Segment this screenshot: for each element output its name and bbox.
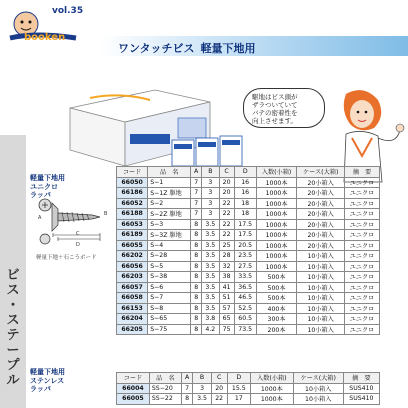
page-title — [118, 40, 256, 56]
table-cell: 18 — [234, 198, 256, 209]
table-cell: ユニクロ — [344, 188, 379, 199]
table-cell: 60.5 — [234, 314, 256, 325]
product-code-cell: 66202 — [117, 251, 148, 262]
table-cell: 15.5 — [227, 383, 250, 394]
svg-text:booken: booken — [24, 32, 66, 43]
product-code-cell: 66050 — [117, 177, 148, 188]
screw-caption: 軽量下地＋石こうボード — [36, 255, 97, 261]
column-header: 摘 要 — [344, 167, 379, 178]
side-char: ビ — [6, 268, 20, 283]
table-cell: 20小箱入 — [297, 188, 345, 199]
side-vertical-title — [3, 268, 23, 388]
product-name-cell: SS−20 — [149, 383, 181, 394]
product-code-cell: 66004 — [117, 383, 150, 394]
table-cell: ユニクロ — [344, 282, 379, 293]
table-cell: 3.5 — [202, 261, 219, 272]
table-row — [117, 240, 380, 251]
table-cell: 3.5 — [202, 303, 219, 314]
table-cell: 3.8 — [202, 314, 219, 325]
table-cell: 3 — [202, 209, 219, 220]
product-code-cell: 66205 — [117, 324, 148, 335]
side-char: ス — [6, 313, 20, 328]
table-cell: 8 — [191, 251, 202, 262]
table-cell: 8 — [191, 314, 202, 325]
svg-text:D: D — [76, 242, 80, 247]
table-cell: 1000本 — [250, 383, 293, 394]
table-cell: 500本 — [256, 272, 297, 283]
table-cell: ユニクロ — [344, 293, 379, 304]
table-cell: 3.5 — [202, 219, 219, 230]
table-cell: 17 — [227, 394, 250, 405]
table-cell: 20小箱入 — [297, 219, 345, 230]
table-cell: 33.5 — [234, 272, 256, 283]
bubble-line: バテの密着性を — [252, 109, 298, 117]
product-name-cell: S−65 — [148, 314, 191, 325]
table-row — [117, 303, 380, 314]
table-cell: 20.5 — [234, 240, 256, 251]
table-cell: 7 — [181, 383, 192, 394]
side-char: ー — [6, 343, 20, 358]
product-name-cell: S−1Z 駆地 — [148, 188, 191, 199]
product-code-cell: 66052 — [117, 198, 148, 209]
table-cell: 20小箱入 — [297, 209, 345, 220]
product-code-cell: 66204 — [117, 314, 148, 325]
product-code-cell: 66005 — [117, 394, 150, 405]
speech-bubble — [243, 88, 325, 128]
table-cell: ユニクロ — [344, 230, 379, 241]
table-row — [117, 383, 380, 394]
side-char: ス — [6, 283, 20, 298]
table-row — [117, 272, 380, 283]
table-body — [117, 383, 380, 404]
table-cell: 10小箱入 — [293, 383, 343, 394]
table-cell: 38 — [219, 272, 234, 283]
table-row — [117, 314, 380, 325]
table-cell: ユニクロ — [344, 177, 379, 188]
table-cell: 75 — [219, 324, 234, 335]
table-cell: 4.2 — [202, 324, 219, 335]
category-line: ラッパ — [30, 385, 51, 393]
column-header: 摘 要 — [343, 373, 379, 384]
table-cell: 10小箱入 — [297, 303, 345, 314]
table-cell: 41 — [219, 282, 234, 293]
table-cell: ユニクロ — [344, 272, 379, 283]
product-code-cell: 66053 — [117, 219, 148, 230]
column-header: コード — [117, 373, 150, 384]
table-cell: 27.5 — [234, 261, 256, 272]
table-cell: 17.5 — [234, 230, 256, 241]
screw-diagram — [36, 195, 111, 247]
table-cell: 7 — [191, 209, 202, 220]
table-cell: 16 — [234, 177, 256, 188]
table-row — [117, 293, 380, 304]
table-cell: 1000本 — [256, 219, 297, 230]
column-header: D — [227, 373, 250, 384]
table-row — [117, 251, 380, 262]
table-cell: 10小箱入 — [297, 324, 345, 335]
table-cell: 1000本 — [256, 230, 297, 241]
table-cell: SUS410 — [343, 383, 379, 394]
table-cell: 10小箱入 — [297, 261, 345, 272]
table-cell: 1000本 — [256, 240, 297, 251]
product-name-cell: S−1 — [148, 177, 191, 188]
svg-text:B: B — [104, 211, 108, 217]
product-name-cell: S−38 — [148, 272, 191, 283]
table-cell: ユニクロ — [344, 219, 379, 230]
table-cell: 18 — [234, 209, 256, 220]
product-code-cell: 66153 — [117, 303, 148, 314]
column-header: A — [181, 373, 192, 384]
product-code-cell: 66057 — [117, 282, 148, 293]
table-cell: 22 — [219, 230, 234, 241]
product-code-cell: 66189 — [117, 230, 148, 241]
table-cell: 51 — [219, 293, 234, 304]
table-cell: 3.5 — [202, 293, 219, 304]
table-row — [117, 209, 380, 220]
table-cell: 8 — [191, 230, 202, 241]
column-header: A — [191, 167, 202, 178]
table-cell: 1000本 — [256, 177, 297, 188]
table-cell: 10小箱入 — [297, 272, 345, 283]
table-cell: ユニクロ — [344, 303, 379, 314]
table-cell: 28 — [219, 251, 234, 262]
table-cell: 8 — [191, 219, 202, 230]
side-char: テ — [6, 328, 20, 343]
table-cell: ユニクロ — [344, 314, 379, 325]
table-cell: 20 — [211, 383, 227, 394]
column-header: C — [211, 373, 227, 384]
table-cell: 22 — [219, 209, 234, 220]
product-name-cell: S−7 — [148, 293, 191, 304]
table-cell: 8 — [191, 272, 202, 283]
product-name-cell: S−2 — [148, 198, 191, 209]
product-code-cell: 66055 — [117, 240, 148, 251]
table-cell: 10小箱入 — [297, 314, 345, 325]
table-cell: 8 — [191, 303, 202, 314]
table-cell: 3.5 — [202, 272, 219, 283]
table-cell: 1000本 — [250, 394, 293, 405]
table-row — [117, 230, 380, 241]
product-name-cell: S−2Z 駆地 — [148, 209, 191, 220]
product-name-cell: S−3Z 駆地 — [148, 230, 191, 241]
side-char: ・ — [6, 298, 20, 313]
category-line: 軽量下地用 — [30, 368, 65, 376]
product-name-cell: S−75 — [148, 324, 191, 335]
table-cell: 500本 — [256, 282, 297, 293]
product-code-cell: 66056 — [117, 261, 148, 272]
table-cell: 8 — [191, 240, 202, 251]
category-line: 軽量下地用 — [30, 174, 65, 182]
bubble-line: 駆地はビス頭が — [252, 93, 298, 101]
table-cell: 25 — [219, 240, 234, 251]
table-cell: 20小箱入 — [297, 230, 345, 241]
column-header: ケース(大箱) — [297, 167, 345, 178]
table-cell: 10小箱入 — [297, 251, 345, 262]
table-cell: 22 — [219, 219, 234, 230]
table-cell: 500本 — [256, 293, 297, 304]
product-name-cell: S−3 — [148, 219, 191, 230]
table-row — [117, 282, 380, 293]
product-name-cell: S−4 — [148, 240, 191, 251]
table-cell: 1000本 — [256, 198, 297, 209]
product-name-cell: S−5 — [148, 261, 191, 272]
table-cell: 200本 — [256, 324, 297, 335]
column-header: ケース(大箱) — [293, 373, 343, 384]
table-cell: 22 — [211, 394, 227, 405]
product-table-unichrome — [116, 166, 380, 335]
category-stainless-label — [30, 368, 65, 394]
table-cell: 8 — [181, 394, 192, 405]
table-row — [117, 261, 380, 272]
svg-text:C: C — [76, 231, 80, 237]
column-header: 品 名 — [148, 167, 191, 178]
table-cell: 1000本 — [256, 188, 297, 199]
product-table-stainless — [116, 372, 380, 405]
table-body — [117, 177, 380, 335]
table-cell: 1000本 — [256, 261, 297, 272]
table-header-row — [117, 373, 380, 384]
bubble-line: 向上させます。 — [252, 117, 297, 125]
product-name-cell: S−6 — [148, 282, 191, 293]
table-cell: 10小箱入 — [297, 293, 345, 304]
table-cell: 57 — [219, 303, 234, 314]
table-cell: 17.5 — [234, 219, 256, 230]
table-cell: ユニクロ — [344, 198, 379, 209]
product-code-cell: 66188 — [117, 209, 148, 220]
table-cell: 20小箱入 — [297, 240, 345, 251]
category-line: ステンレス — [30, 376, 65, 385]
table-cell: 22 — [219, 198, 234, 209]
product-name-cell: S−8 — [148, 303, 191, 314]
table-cell: 3.5 — [202, 240, 219, 251]
table-cell: 7 — [191, 177, 202, 188]
table-cell: 1000本 — [256, 251, 297, 262]
table-cell: 20小箱入 — [297, 177, 345, 188]
table-cell: 300本 — [256, 314, 297, 325]
table-cell: ユニクロ — [344, 324, 379, 335]
svg-text:A: A — [38, 215, 42, 221]
table-row — [117, 219, 380, 230]
product-code-cell: 66186 — [117, 188, 148, 199]
table-cell: ユニクロ — [344, 240, 379, 251]
table-cell: ユニクロ — [344, 261, 379, 272]
table-cell: 1000本 — [256, 209, 297, 220]
table-row — [117, 324, 380, 335]
table-cell: 20小箱入 — [297, 198, 345, 209]
table-cell: 46.5 — [234, 293, 256, 304]
table-cell: 20 — [219, 177, 234, 188]
table-cell: 8 — [191, 282, 202, 293]
table-cell: SUS410 — [343, 394, 379, 405]
column-header: D — [234, 167, 256, 178]
table-cell: 3 — [202, 177, 219, 188]
table-row — [117, 198, 380, 209]
table-cell: 3 — [193, 383, 211, 394]
table-cell: 3.5 — [202, 282, 219, 293]
table-cell: 8 — [191, 324, 202, 335]
table-row — [117, 177, 380, 188]
table-row — [117, 188, 380, 199]
side-char: プ — [6, 358, 20, 373]
column-header: 品 名 — [149, 373, 181, 384]
product-name-cell: SS−22 — [149, 394, 181, 405]
table-cell: 32 — [219, 261, 234, 272]
table-cell: 73.5 — [234, 324, 256, 335]
category-line: ユニクロ — [30, 182, 58, 191]
table-row — [117, 394, 380, 405]
table-cell: 36.5 — [234, 282, 256, 293]
table-cell: 10小箱入 — [293, 394, 343, 405]
column-header: 入数(小箱) — [256, 167, 297, 178]
table-cell: 52.5 — [234, 303, 256, 314]
table-cell: 23.5 — [234, 251, 256, 262]
table-cell: 3.5 — [202, 251, 219, 262]
table-cell: 65 — [219, 314, 234, 325]
table-cell: 8 — [191, 293, 202, 304]
product-photo — [60, 78, 245, 173]
table-cell: 8 — [191, 261, 202, 272]
table-cell: 3 — [202, 188, 219, 199]
table-cell: 7 — [191, 188, 202, 199]
product-code-cell: 66058 — [117, 293, 148, 304]
title-sub: 軽量下地用 — [200, 42, 256, 55]
product-code-cell: 66203 — [117, 272, 148, 283]
table-header-row — [117, 167, 380, 178]
column-header: 入数(小箱) — [250, 373, 293, 384]
column-header: B — [193, 373, 211, 384]
table-cell: 3.5 — [193, 394, 211, 405]
volume-label: vol.35 — [52, 6, 84, 16]
table-cell: 20 — [219, 188, 234, 199]
table-cell: 10小箱入 — [297, 282, 345, 293]
table-cell: 400本 — [256, 303, 297, 314]
table-cell: 7 — [191, 198, 202, 209]
table-cell: 3.5 — [202, 230, 219, 241]
table-cell: ユニクロ — [344, 209, 379, 220]
title-main: ワンタッチビス — [118, 42, 195, 55]
category-line: ラッパ — [30, 191, 51, 199]
table-cell: 3 — [202, 198, 219, 209]
product-name-cell: S−28 — [148, 251, 191, 262]
column-header: C — [219, 167, 234, 178]
column-header: B — [202, 167, 219, 178]
column-header: コード — [117, 167, 148, 178]
table-cell: ユニクロ — [344, 251, 379, 262]
table-cell: 16 — [234, 188, 256, 199]
side-char: ル — [6, 373, 20, 388]
bubble-line: ザラついていて — [252, 101, 298, 109]
